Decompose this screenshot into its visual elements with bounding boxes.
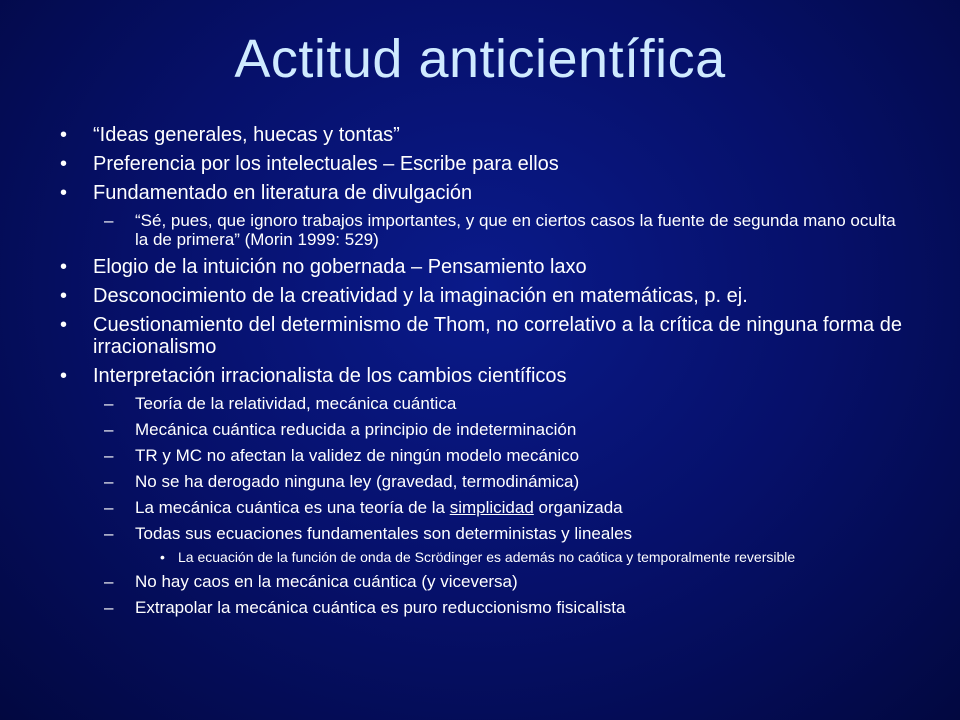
dash-marker: – [104,572,114,591]
bullet-item [60,256,905,278]
sub-bullet-item [104,472,905,491]
sub-bullet-text: Extrapolar la mecánica cuántica es puro reduccionismo fisicalista [135,598,626,617]
bullet-text: Desconocimiento de la creatividad y la imaginación en matemáticas, p. ej. [93,285,748,307]
sub-bullet-item [104,211,905,249]
dash-marker: – [104,498,114,517]
bullet-item [60,314,905,358]
bullet-marker: • [60,314,68,336]
simplicidad-underlined: simplicidad [449,498,534,517]
bullet-marker: • [160,549,165,565]
slide-body [60,124,905,624]
sub-bullet-text: Mecánica cuántica reducida a principio de indeterminación [135,420,577,439]
sub-bullet-item [104,446,905,465]
bullet-item [60,182,905,204]
sub-bullet-item [104,524,905,543]
bullet-item [60,153,905,175]
bullet-text: “Ideas generales, huecas y tontas” [93,124,400,146]
sub-bullet-text: Todas sus ecuaciones fundamentales son deterministas y lineales [135,524,633,543]
sub-bullet-item [104,420,905,439]
bullet-marker: • [60,153,68,175]
bullet-marker: • [60,182,68,204]
sub-bullet-text: No hay caos en la mecánica cuántica (y viceversa) [135,572,518,591]
bullet-marker: • [60,256,68,278]
morin-quote: “Sé, pues, que ignoro trabajos importantes, y que en ciertos casos la fuente de segunda mano oculta la de primera” (Morin 1999: 529) [135,211,896,249]
dash-marker: – [104,472,114,491]
simplicidad-before: La mecánica cuántica es una teoría de la [135,498,450,517]
bullet-text: Preferencia por los intelectuales – Escribe para ellos [93,153,559,175]
bullet-item [60,285,905,307]
bullet-marker: • [60,285,68,307]
bullet-text: Elogio de la intuición no gobernada – Pensamiento laxo [93,256,587,278]
sub-bullet-text: No se ha derogado ninguna ley (gravedad, termodinámica) [135,472,580,491]
sub-bullet-item [104,498,905,517]
dash-marker: – [104,598,114,617]
bullet-item [60,365,905,387]
bullet-item [60,124,905,146]
slide-title: Actitud anticientífica [234,29,726,89]
dash-marker: – [104,446,114,465]
schrodinger-text: La ecuación de la función de onda de Scrödinger es además no caótica y temporalmente reversible [178,549,796,565]
bullet-text: Interpretación irracionalista de los cambios científicos [93,365,567,387]
dash-marker: – [104,420,114,439]
sub-bullet-item [104,394,905,413]
sub-bullet-item [104,598,905,617]
sub-bullet-item [104,572,905,591]
dash-marker: – [104,211,114,230]
sub-bullet-text: TR y MC no afectan la validez de ningún modelo mecánico [135,446,580,465]
sub-sub-bullet-item [160,550,905,564]
bullet-marker: • [60,365,68,387]
dash-marker: – [104,524,114,543]
sub-bullet-text: Teoría de la relatividad, mecánica cuántica [135,394,457,413]
bullet-text: Cuestionamiento del determinismo de Thom, no correlativo a la crítica de ninguna forma de irracionalismo [93,314,902,358]
bullet-marker: • [60,124,68,146]
simplicidad-after: organizada [533,498,623,517]
dash-marker: – [104,394,114,413]
bullet-text: Fundamentado en literatura de divulgación [93,182,473,204]
simplicidad-line [135,498,905,517]
